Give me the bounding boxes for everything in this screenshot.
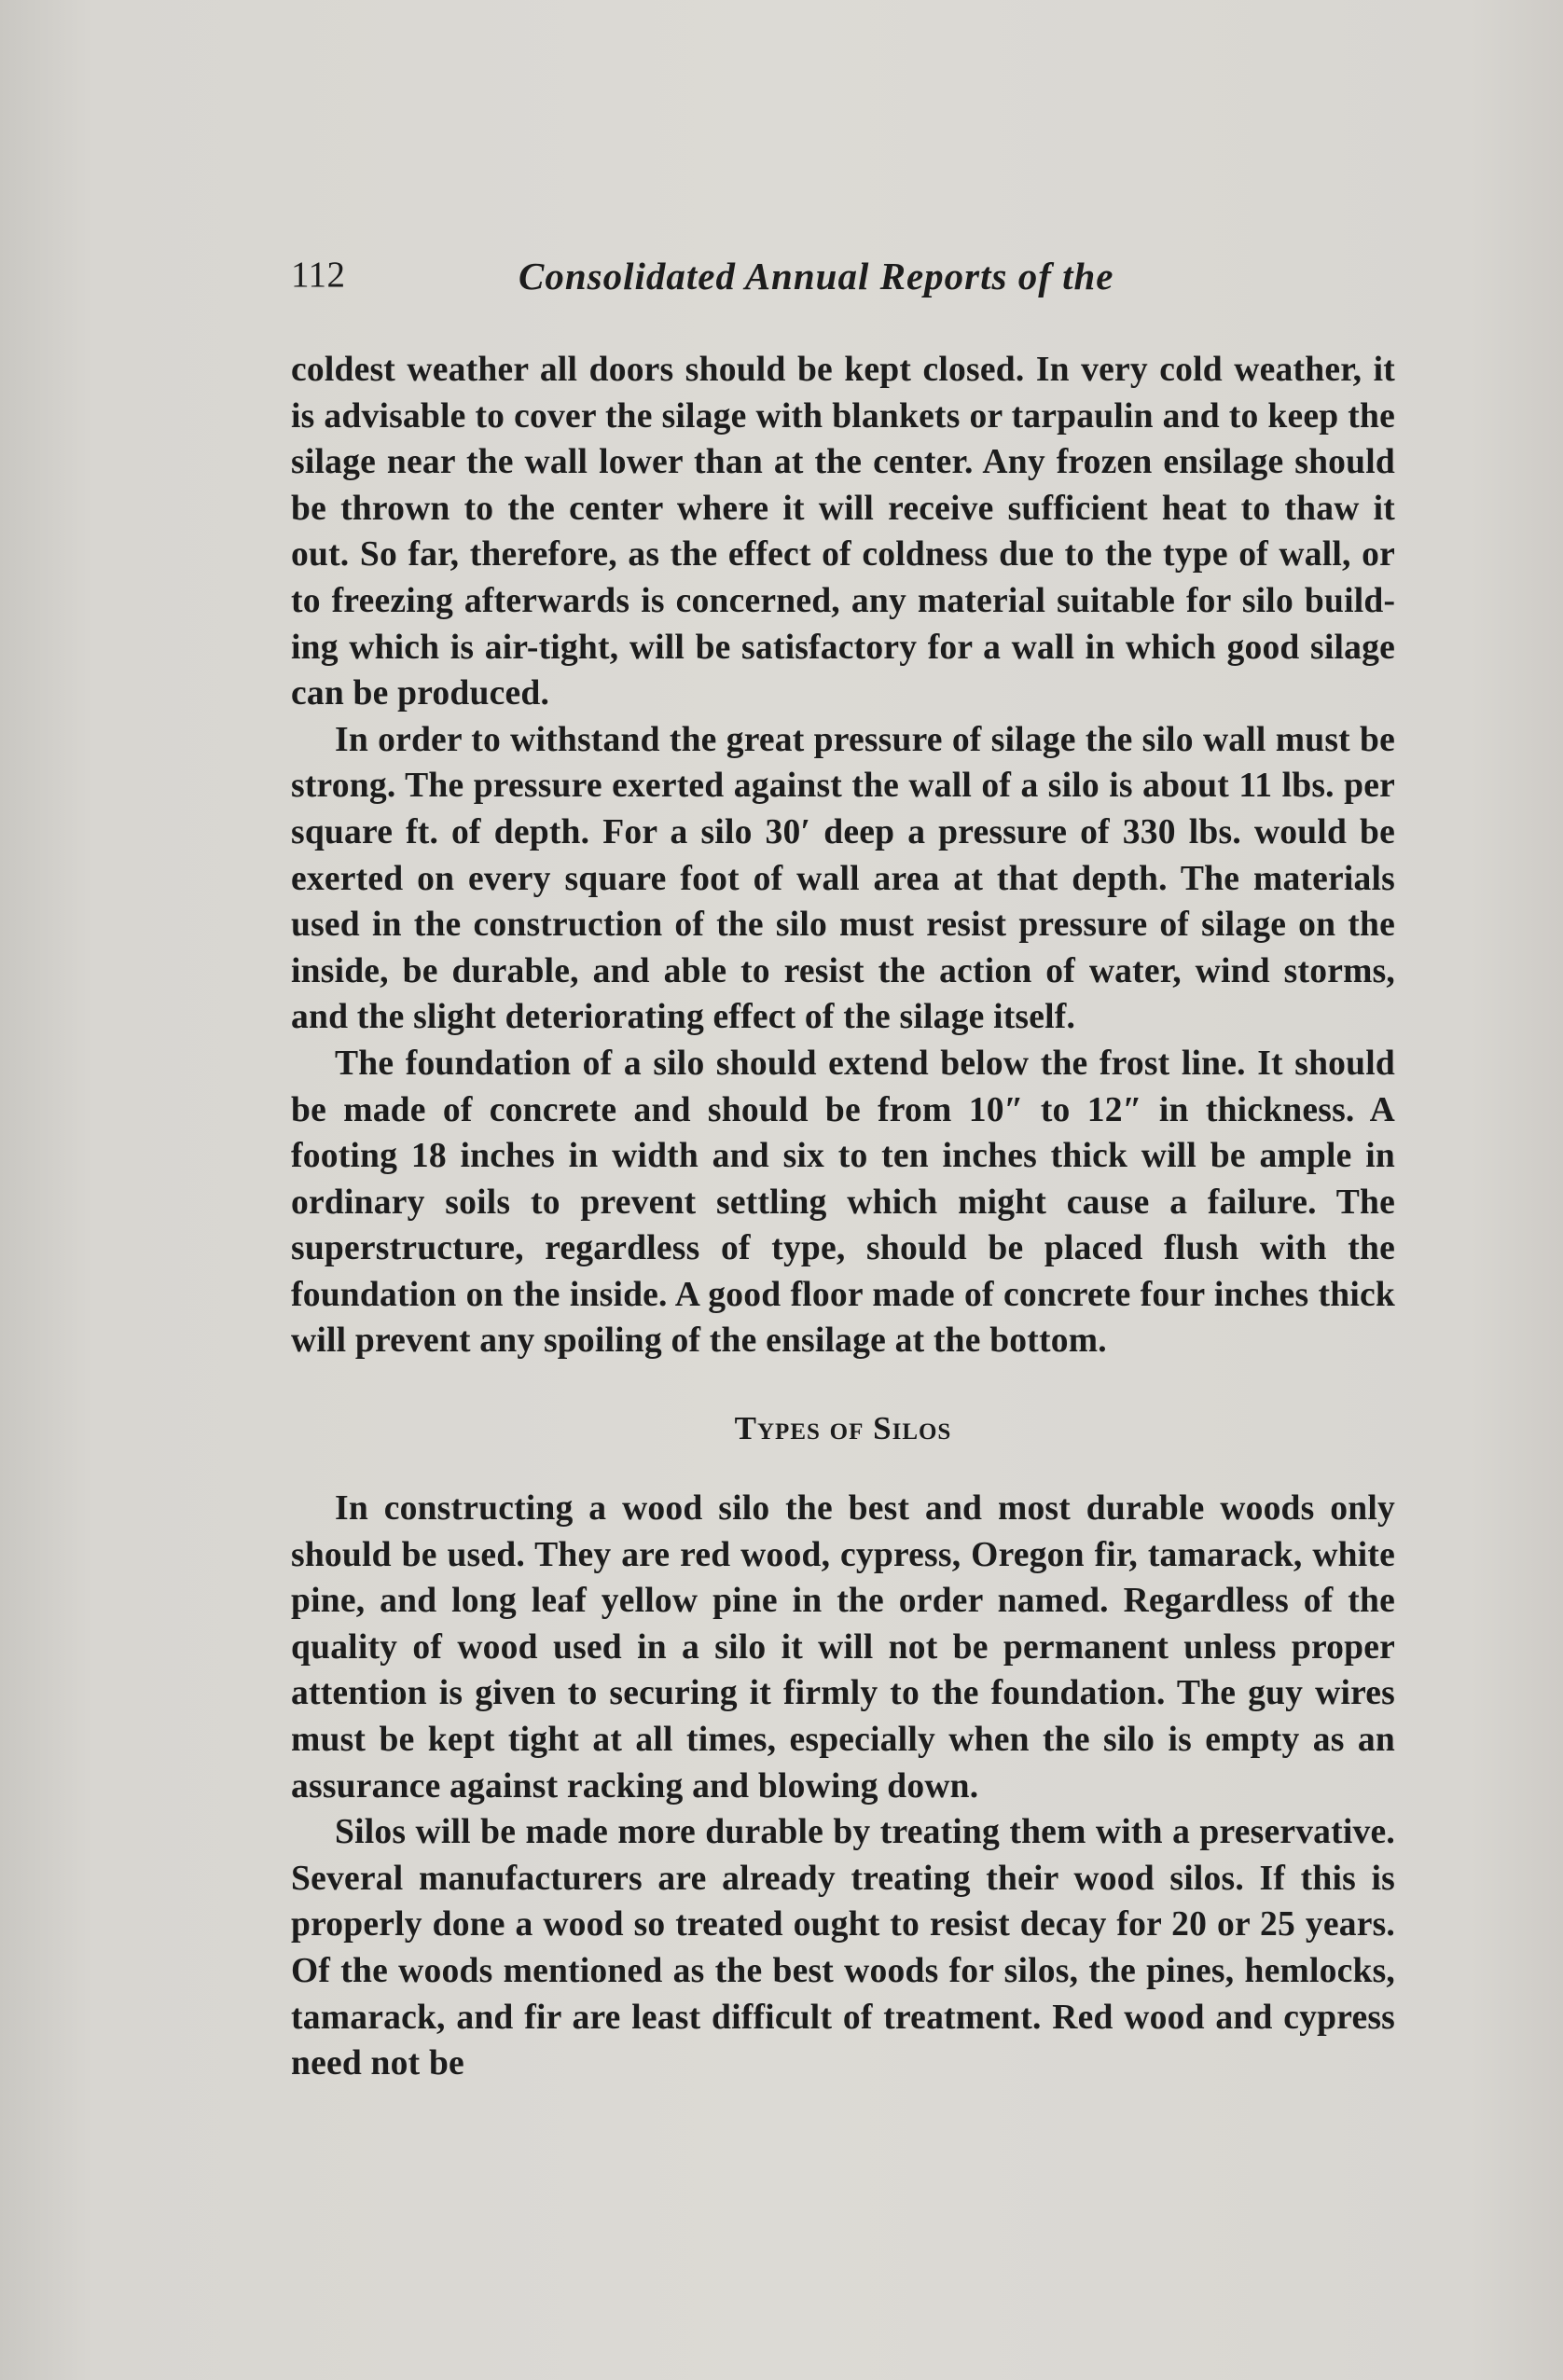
page-header <box>291 254 1224 310</box>
running-title: Consolidated Annual Reports of the <box>519 255 1114 298</box>
paragraph-foundation: The foundation of a silo should extend below the frost line. It should be made of concrete and should be from 10″ to 12″ in thickness. A footing 18 inches in width and six to ten inches thick will be ample in ordinary soils to prevent settling which might cause a failure. The superstructure, regardless of type, should be placed flush with the foundation on the inside. A good floor made of concrete four inches thick will prevent any spoiling of the ensilage at the bottom. <box>291 1044 1395 1361</box>
paragraph-wall-pressure: In order to withstand the great pressure of silage the silo wall must be strong. The pressure exerted against the wall of a silo is about 11 lbs. per square ft. of depth. For a silo 30′ deep a pressure of 330 lbs. would be exerted on every square foot of wall area at that depth. The materials used in the construction of the silo must resist pressure of silage on the inside, be durable, and able to resist the action of water, wind storms, and the slight deteriorating effect of the silage itself. <box>291 720 1395 1037</box>
paragraph-wood-silo: In constructing a wood silo the best and most durable woods only should be used. They are red wood, cypress, Oregon fir, tamarack, white pine, and long leaf yellow pine in the order named. Regardless of the quality of wood used in a silo it will not be permanent unless proper attention is given to securing it firmly to the foundation. The guy wires must be kept tight at all times, especially when the silo is empty as an assurance against racking and blowing down. <box>291 1489 1395 1806</box>
page-number: 112 <box>291 255 346 295</box>
body-text <box>291 347 1395 2087</box>
paragraph-preservative: Silos will be made more durable by treating them with a preservative. Several manufacturers are already treating their wood silos. If this is properly done a wood so treated ought to resist decay for 20 or 25 years. Of the woods mentioned as the best woods for silos, the pines, hemlocks, tamarack, and fir are least difficult of treatment. Red wood and cypress need not be <box>291 1813 1395 2083</box>
paragraph-cold-weather: coldest weather all doors should be kept closed. In very cold weather, it is advisable to cover the silage with blankets or tarpaulin and to keep the silage near the wall lower than at the center. Any frozen ensilage should be thrown to the center where it will receive sufficient heat to thaw it out. So far, therefore, as the effect of coldness due to the type of wall, or to freezing afterwards is concerned, any material suitable for silo building which is air-tight, will be satisfactory for a wall in which good silage can be produced. <box>291 351 1395 713</box>
section-heading: Types of Silos <box>734 1410 952 1447</box>
